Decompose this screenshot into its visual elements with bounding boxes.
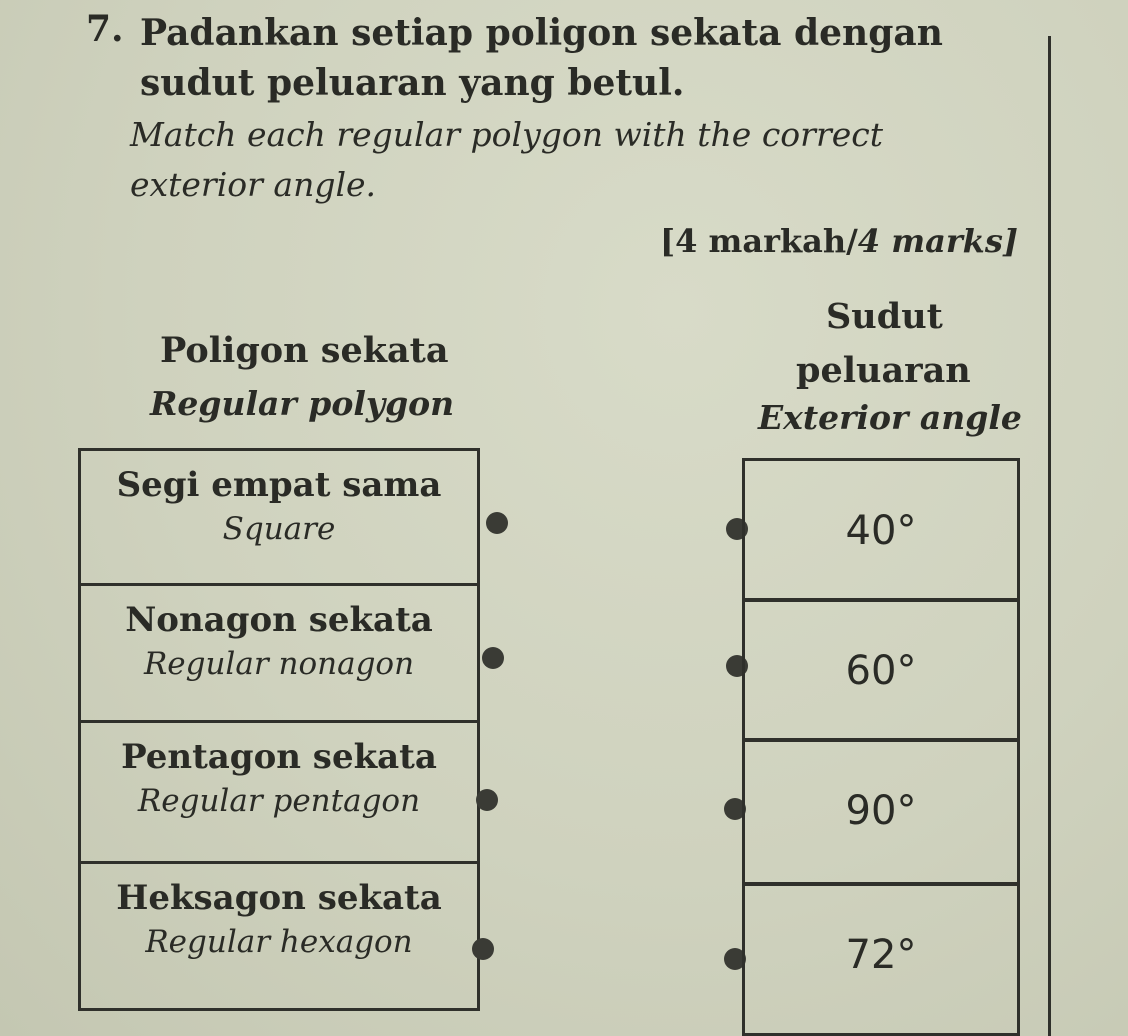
marks-label xyxy=(660,222,1018,260)
question-text-english: Match each regular polygon with the correct exterior angle. xyxy=(130,115,883,204)
angle-box-40 xyxy=(742,458,1020,602)
left-heading-malay: Poligon sekata xyxy=(160,330,449,371)
marks-ms: [4 markah/ xyxy=(659,222,858,260)
angle-box-72 xyxy=(742,882,1020,1036)
polygon-name-malay: Nonagon sekata xyxy=(125,600,433,640)
polygon-box-square xyxy=(78,448,480,586)
match-dot-left-1[interactable] xyxy=(486,512,508,534)
polygon-name-english: Regular pentagon xyxy=(137,783,421,819)
polygon-box-pentagon xyxy=(78,720,480,864)
polygon-name-english: Square xyxy=(222,511,336,547)
polygon-name-malay: Segi empat sama xyxy=(116,465,442,505)
polygon-box-hexagon xyxy=(78,861,480,1011)
angle-value: 40° xyxy=(845,508,917,554)
match-dot-left-4[interactable] xyxy=(472,938,494,960)
match-dot-left-2[interactable] xyxy=(482,647,504,669)
polygon-name-english: Regular nonagon xyxy=(143,646,415,682)
right-heading-english: Exterior angle xyxy=(758,398,1022,437)
marks-en: 4 marks] xyxy=(857,222,1018,260)
right-heading-malay-line1: Sudut xyxy=(826,296,943,337)
angle-value: 72° xyxy=(845,932,917,978)
polygon-name-malay: Pentagon sekata xyxy=(121,737,437,777)
question-text-malay: Padankan setiap poligon sekata dengan sudut peluaran yang betul. xyxy=(140,12,943,104)
match-dot-left-3[interactable] xyxy=(476,789,498,811)
angle-value: 60° xyxy=(845,648,917,694)
angle-value: 90° xyxy=(845,788,917,834)
page-margin-rule xyxy=(1048,36,1051,1036)
question-number: 7. xyxy=(86,8,124,50)
angle-box-90 xyxy=(742,738,1020,886)
polygon-box-nonagon xyxy=(78,583,480,723)
polygon-name-english: Regular hexagon xyxy=(145,924,413,960)
right-heading-malay-line2: peluaran xyxy=(796,350,971,391)
angle-box-60 xyxy=(742,598,1020,742)
left-heading-english: Regular polygon xyxy=(150,384,455,423)
polygon-name-malay: Heksagon sekata xyxy=(116,878,442,918)
